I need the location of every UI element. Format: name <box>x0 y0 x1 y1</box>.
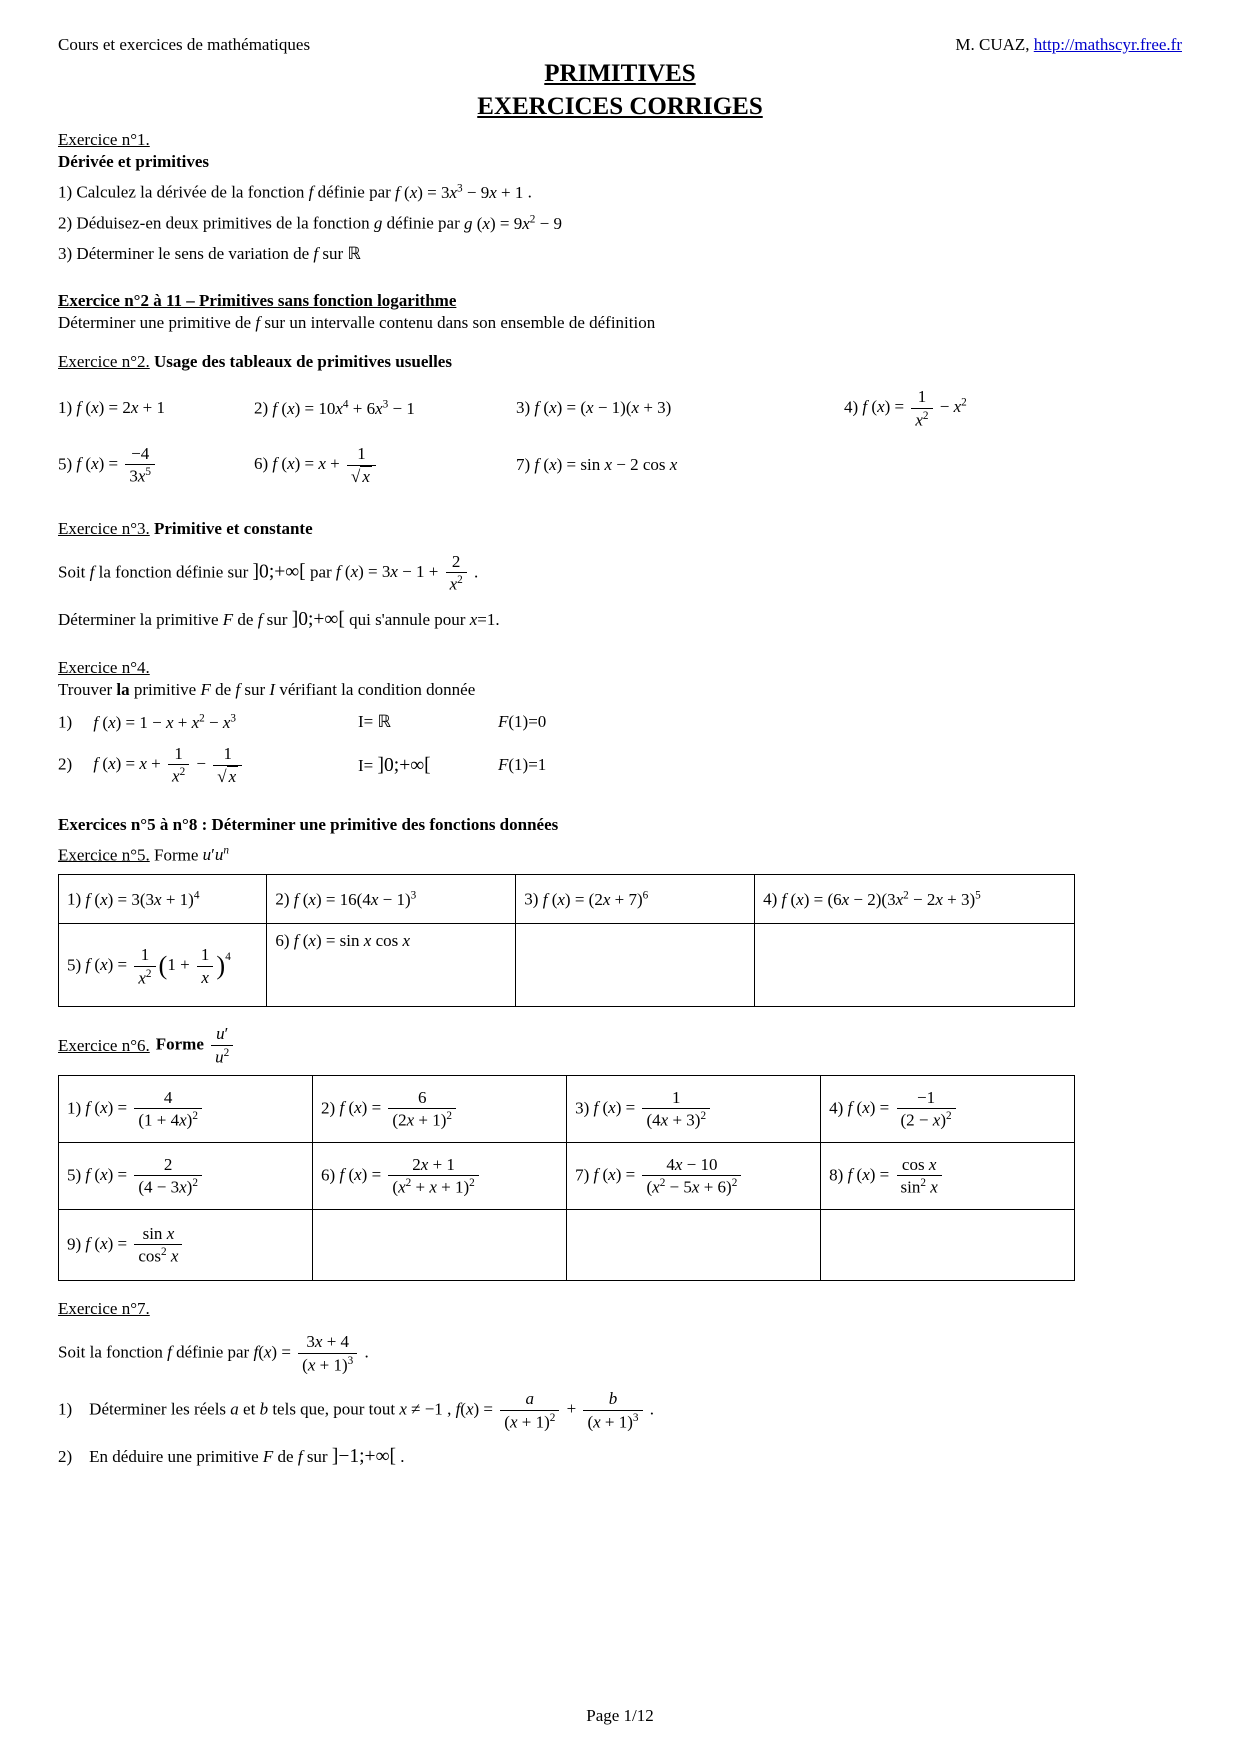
table-cell <box>313 1210 567 1281</box>
exercise-2-row-2 <box>58 444 1182 487</box>
page-header <box>58 34 1182 56</box>
table-cell <box>516 924 755 1007</box>
exercise-4-intro: Trouver la primitive F de f sur I vérifiant la condition donnée <box>58 680 476 699</box>
exercise-4-row-2 <box>58 744 1182 787</box>
table-cell: 7) f (x) = $\frac{4x - 10}{(x^2 - 5x + 6)^2}$ <box>567 1143 821 1210</box>
header-right <box>955 34 1182 56</box>
exercise-7 <box>58 1298 1182 1477</box>
table-cell: 4) f (x) = $\frac{-1}{(2 - x)^2}$ <box>821 1076 1075 1143</box>
exercise-4-interval-2: I= ]0;+∞[ <box>358 754 431 776</box>
exercise-6-table <box>58 1075 1075 1281</box>
exercise-3 <box>58 518 1182 640</box>
title-line-1: PRIMITIVES <box>544 60 696 88</box>
exercise-7-item-2: 2) En déduire une primitive F de f sur ]−1;+∞[ . <box>58 1445 405 1467</box>
table-cell: 3) f $(x) = (2x + 7)^6$ <box>516 875 755 924</box>
table-row <box>59 1210 1075 1281</box>
exercise-4-formula-2: 2) f (x) = x + $\frac{1}{x^2}$ − $\frac{1}{√ x}$ <box>58 744 358 787</box>
table-cell: 1) f (x) = $\frac{4}{(1 + 4x)^2}$ <box>59 1076 313 1143</box>
exercise-2-item-3: 3) f (x) = (x − 1)(x + 3) <box>516 398 672 418</box>
exercise-4 <box>58 657 1182 797</box>
table-cell: 6) f (x) = sin x cos x <box>267 924 516 1007</box>
exercises-5-8-heading: Exercices n°5 à n°8 : Déterminer une primitive des fonctions données <box>58 814 559 834</box>
exercise-3-heading: Exercice n°3. <box>58 518 150 538</box>
table-cell: 8) f (x) = $\frac{\text{cos x}}{\sin^2 x}$ <box>821 1143 1075 1210</box>
exercise-6-heading: Exercice n°6. <box>58 1035 150 1055</box>
exercise-2-item-5: 5) f (x) = $\frac{-4}{3x^5}$ <box>58 444 254 487</box>
table-cell: 3) f (x) = $\frac{1}{(4x + 3)^2}$ <box>567 1076 821 1143</box>
table-row <box>59 924 1075 1007</box>
exercise-2-item-1: 1) f (x) = 2x + 1 <box>58 398 166 418</box>
table-cell <box>755 924 1075 1007</box>
exercise-2-item-6: 6) f (x) = x + $\frac{1}{√ x}$ <box>254 444 516 486</box>
exercise-3-subheading: Primitive et constante <box>154 518 313 538</box>
table-cell: 6) f (x) = $\frac{2x + 1}{(x^2 + x + 1)^2}$ <box>313 1143 567 1210</box>
exercise-3-line-2: Déterminer la primitive F de f sur ]0;+∞[ qui s'annule pour x=1. <box>58 608 500 630</box>
exercise-1 <box>58 129 1182 273</box>
exercise-1-heading: Exercice n°1. <box>58 130 150 150</box>
table-cell <box>567 1210 821 1281</box>
table-cell: 5) f (x) = $\frac{1}{x^2}$ (1 + $\frac{1}{x}$ )$^4$ <box>59 924 267 1007</box>
table-cell <box>821 1210 1075 1281</box>
exercises-2-11-header <box>58 290 1182 334</box>
exercises-5-8-header <box>58 814 1182 836</box>
exercise-4-formula-1: 1) f $(x) = 1 - x + x^2 - x^3$ <box>58 712 237 732</box>
exercise-2-item-7: 7) f (x) = sin x − 2 cos x <box>516 455 678 475</box>
page-footer <box>58 1675 1182 1727</box>
exercise-2-heading: Exercice n°2. <box>58 352 150 372</box>
author-name: M. CUAZ, <box>955 35 1034 54</box>
table-cell: 4) f $(x) = (6x - 2)(3x^2 - 2x + 3)^5$ <box>755 875 1075 924</box>
exercise-5-forme: Forme $u'u^n$ <box>154 844 229 865</box>
exercise-3-line-1: Soit f la fonction définie sur ]0;+∞[ par f (x) = 3x − 1 + $\frac{2}{x^2}$ . <box>58 551 479 594</box>
exercise-5-table <box>58 874 1075 1007</box>
exercise-4-heading: Exercice n°4. <box>58 657 150 677</box>
exercise-2 <box>58 351 1182 501</box>
exercise-5 <box>58 844 1182 1008</box>
table-row <box>59 1076 1075 1143</box>
exercise-1-item-1: 1) Calculez la dérivée de la fonction f définie par f $(x) = 3x^3 - 9x + 1$ . <box>58 182 532 202</box>
table-cell: 2) f $(x) = 16(4x - 1)^3$ <box>267 875 516 924</box>
exercise-1-item-2: 2) Déduisez-en deux primitives de la fonction g définie par g $(x) = 9x^2 - 9$ <box>58 213 562 233</box>
exercise-1-subheading: Dérivée et primitives <box>58 152 210 172</box>
table-cell: 9) f (x) = $\frac{\text{sin x}}{\cos^2 x}$ <box>59 1210 313 1281</box>
document-title <box>58 58 1182 123</box>
exercise-1-item-3: 3) Déterminer le sens de variation de f sur ℝ <box>58 243 361 263</box>
exercises-2-11-description: Déterminer une primitive de f sur un intervalle contenu dans son ensemble de définition <box>58 312 656 332</box>
site-link[interactable]: http://mathscyr.free.fr <box>1033 35 1182 54</box>
title-line-2: EXERCICES CORRIGES <box>477 92 763 120</box>
exercise-4-row-1 <box>58 711 1182 734</box>
exercise-2-row-1 <box>58 387 1182 430</box>
exercise-4-interval-1: I= ℝ <box>358 712 391 732</box>
exercise-7-heading: Exercice n°7. <box>58 1299 150 1319</box>
exercise-7-item-1: 1) Déterminer les réels a et b tels que, pour tout x ≠ −1 , f(x) = $\frac{a}{(x + 1)^2}$ + $\frac{b}{(x + 1)^3}$ . <box>58 1389 655 1432</box>
page-number: Page 1/12 <box>586 1705 654 1725</box>
exercise-2-subheading: Usage des tableaux de primitives usuelles <box>154 352 452 372</box>
exercise-4-condition-1: F(1)=0 <box>498 712 547 732</box>
exercise-6 <box>58 1024 1182 1281</box>
table-cell: 2) f (x) = $\frac{6}{(2x + 1)^2}$ <box>313 1076 567 1143</box>
header-left-text: Cours et exercices de mathématiques <box>58 35 311 54</box>
table-row <box>59 1143 1075 1210</box>
exercise-7-intro: Soit la fonction f définie par f(x) = $\frac{3x + 4}{(x + 1)^3}$ . <box>58 1332 369 1375</box>
exercise-4-condition-2: F(1)=1 <box>498 755 547 775</box>
table-cell: 5) f (x) = $\frac{2}{(4 - 3x)^2}$ <box>59 1143 313 1210</box>
table-row <box>59 875 1075 924</box>
exercise-2-item-2: 2) f $(x) = 10x^4 + 6x^3 - 1$ <box>254 398 415 418</box>
exercises-2-11-heading: Exercice n°2 à 11 – Primitives sans fonction logarithme <box>58 290 457 310</box>
exercise-6-forme: Forme $\frac{u'}{u^2}$ <box>156 1024 237 1067</box>
exercise-5-heading: Exercice n°5. <box>58 845 150 865</box>
exercise-2-item-4: 4) f (x) = $\frac{1}{x^2}$ − $x^2$ <box>844 387 967 430</box>
table-cell: 1) f $(x) = 3(3x + 1)^4$ <box>59 875 267 924</box>
